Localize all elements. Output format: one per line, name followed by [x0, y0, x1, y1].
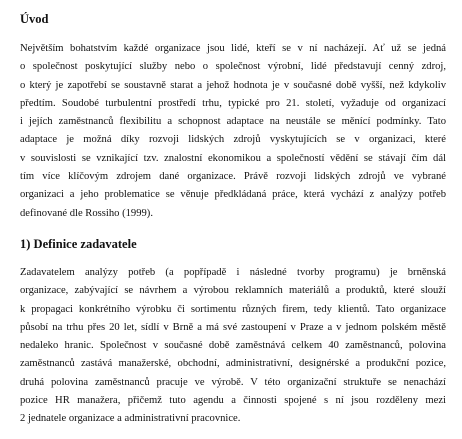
text-line: tím více klíčovým zdrojem dané organizace. Právě rozvoji lidských zdrojů ve vybrané: [20, 171, 446, 183]
text-line: 2 jednatele organizace a administrativní pracovnice.: [20, 413, 241, 425]
paragraph-uvod: [20, 40, 446, 223]
text-line: nedaleko hranic. Společnost v současné době zaměstnává celkem 40 zaměstnanců, polovina: [20, 340, 446, 352]
text-line: v souvislosti se vznikající tzv. znalostní ekonomikou a společností vědění se stávají čím dál: [20, 152, 446, 164]
text-line: o který je zapotřebí se soustavně starat a jehož hodnota je v současné době vyšší, než kdykoliv: [20, 79, 446, 91]
text-line: pozice HR manažera, přičemž tuto agendu a činnosti spojené s ní jsou rozděleny mezi: [20, 395, 446, 407]
text-line: Největším bohatstvím každé organizace jsou lidé, kteří se v ní nacházejí. Ať už se jedná: [20, 43, 446, 54]
text-line: Zadavatelem analýzy potřeb (a popřípadě i následné tvorby programu) je brněnská: [20, 267, 446, 278]
paragraph-definice-zadavatele: [20, 264, 446, 429]
text-line: adaptace je možná díky rozvoji lidských zdrojů vyskytujících se v organizaci, které: [20, 134, 446, 146]
text-line: i jejích zaměstnanců flexibilitu a schopnost adaptace na neustále se měnící podmínky. Tato: [20, 116, 446, 128]
text-line: působí na trhu přes 20 let, sídlí v Brně a má své zastoupení v Praze a v jednom polském městě: [20, 321, 446, 333]
text-line: definované dle Rossiho (1999).: [20, 207, 153, 219]
text-line: předtím. Soudobé turbulentní prostředí trhu, typické pro 21. století, vyžaduje od organizací: [20, 97, 446, 109]
text-line: organizaci a jeho problematice se věnuje předkládaná práce, která vychází z analýzy potřeb: [20, 189, 446, 201]
text-line: organizace, zabývající se návrhem a výrobou reklamních materiálů a produktů, které slouží: [20, 285, 446, 297]
text-line: zaměstnanců zastává manažerské, obchodní, administrativní, designérské a produkční pozice,: [20, 358, 446, 370]
text-line: k propagaci konkrétního výrobku či sortimentu různých firem, tedy klientů. Tato organizace: [20, 303, 446, 315]
text-line: druhá polovina zaměstnanců pracuje ve výrobě. V této organizační struktuře se nenachází: [20, 376, 446, 388]
text-line: o společnost poskytující služby nebo o společnost výrobní, lidé představují cenný zdroj,: [20, 61, 446, 73]
section-heading-uvod: Úvod: [20, 12, 49, 26]
section-heading-definice-zadavatele: 1) Definice zadavatele: [20, 237, 137, 251]
